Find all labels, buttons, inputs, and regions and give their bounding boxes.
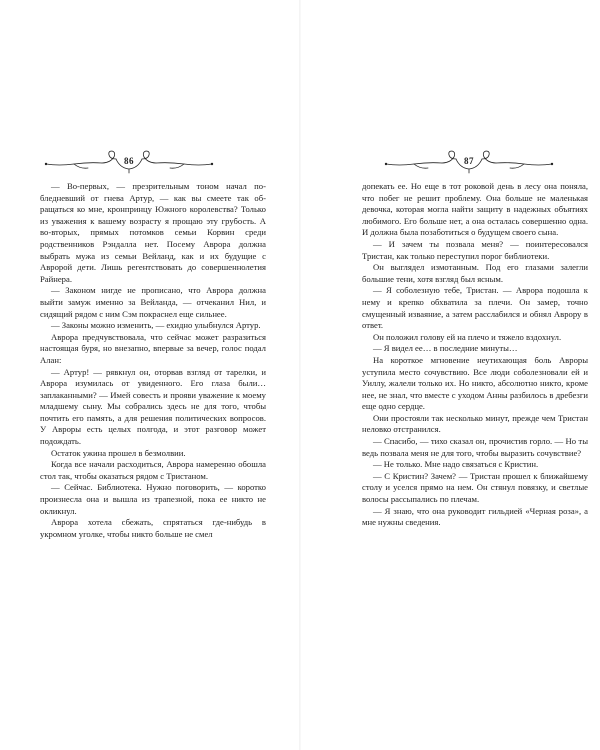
paragraph: На короткое мгновение неутихающая боль Авроры уступила место сочувствию. Все люди соболезновали ей и Уиллу, жалели только их. Но никто, абсолютно никто, кроме нее, не знал, что вместе с уходом Анны разбилось в дребезги еще одно сердце. [362,354,588,412]
paragraph: — Законом нигде не прописано, что Аврора должна выйти замуж именно за Вейланда, — отчеканил Нил, и сидящий рядом с ним Сэм покраснел еще сильнее. [40,285,266,319]
paragraph: Они простояли так несколько минут, прежде чем Тристан неловко отстранился. [362,412,588,435]
paragraph: — Законы можно изменить, — ехидно улыбнулся Артур. [51,320,261,331]
paragraph: Когда все начали расходиться, Аврора намеренно обошла стол так, чтобы оказаться рядом с Тристаном. [40,459,266,481]
paragraph: — Я соболезную тебе, Тристан. — Аврора подошла к нему и крепко обхватила за плечи. Он замер, точно смущенный изваяние, а затем расслабился и обнял Аврору в ответ. [362,285,588,331]
right-page [300,0,600,750]
paragraph: — Спасибо, — тихо сказал он, прочистив горло. — Но ты ведь позвала меня не для того, чтобы выразить сочувствие? [362,436,588,458]
page-body-text [40,181,266,540]
paragraph: — Артур! — рявкнул он, оторвав взгляд от тарелки, и Аврора изумилась от увиденного. Его глаза были… заплаканными? — Имей совесть и прояви уважение к моему младшему сыну. Мы собрались здесь не для того, чтобы почтить его память, а для решения политических вопросов. У Авроры есть целых полгода, и этот разговор может подождать. [40,366,266,447]
paragraph: Он положил голову ей на плечо и тяжело вздохнул. [373,331,562,342]
paragraph: — Сейчас. Библиотека. Нужно поговорить, — коротко произнесла она и вышла из трапезной, пока ее никто не окликнул. [40,482,266,516]
page-number: 86 [124,156,134,166]
paragraph: — Я видел ее… в последние минуты… [373,343,518,354]
page-body-text [362,181,588,529]
paragraph: Остаток ужина прошел в безмолвии. [51,447,186,458]
page-number: 87 [464,156,474,166]
paragraph: Аврора хотела сбежать, спрятаться где-нибудь в укромном уголке, чтобы никто больше не смел [40,517,266,539]
paragraph: — Я знаю, что она руководит гильдией «Черная роза», а мне нужны сведения. [362,505,588,528]
paragraph: Он выглядел измотанным. Под его глазами залегли большие тени, хотя взгляд был ясным. [362,262,588,284]
paragraph: — С Кристин? Зачем? — Тристан прошел к ближайшему столу и уселся прямо на нем. Он стянул повязку, и светлые волосы рассыпались по плечам. [362,470,588,505]
paragraph: — Во-первых, — презрительным тоном начал побледневший от гнева Артур, — как вы смеете так обращаться ко мне, кронпринцу Южного королевства? Только из уважения к вашему возрасту я прощаю эту грубость. А во-вторых, прямых потомков семьи Корвин среди родственников Рэндалла нет. Посему Аврора должна выбрать мужа из семьи Вейланд, как и их будущие с Авророй дети. Лишь регентствовать до совершеннолетия Райнера. [40,181,266,284]
paragraph: допекать ее. Но еще в тот роковой день в лесу она поняла, что побег не решит проблему. Она больше не маленькая девочка, которая могла найти защиту в надежных объятиях любимого. Его больше нет, а она осталась совершенно одна. И должна была позаботиться о будущем своего сына. [362,181,588,238]
paragraph: — И зачем ты позвала меня? — поинтересовался Тристан, как только переступил порог библиотеки. [362,238,588,261]
paragraph: Аврора предчувствовала, что сейчас может разразиться настоящая буря, но внезапно, впервые за вечер, голос подал Алан: [40,331,266,365]
paragraph: — Не только. Мне надо связаться с Кристин. [373,459,539,470]
